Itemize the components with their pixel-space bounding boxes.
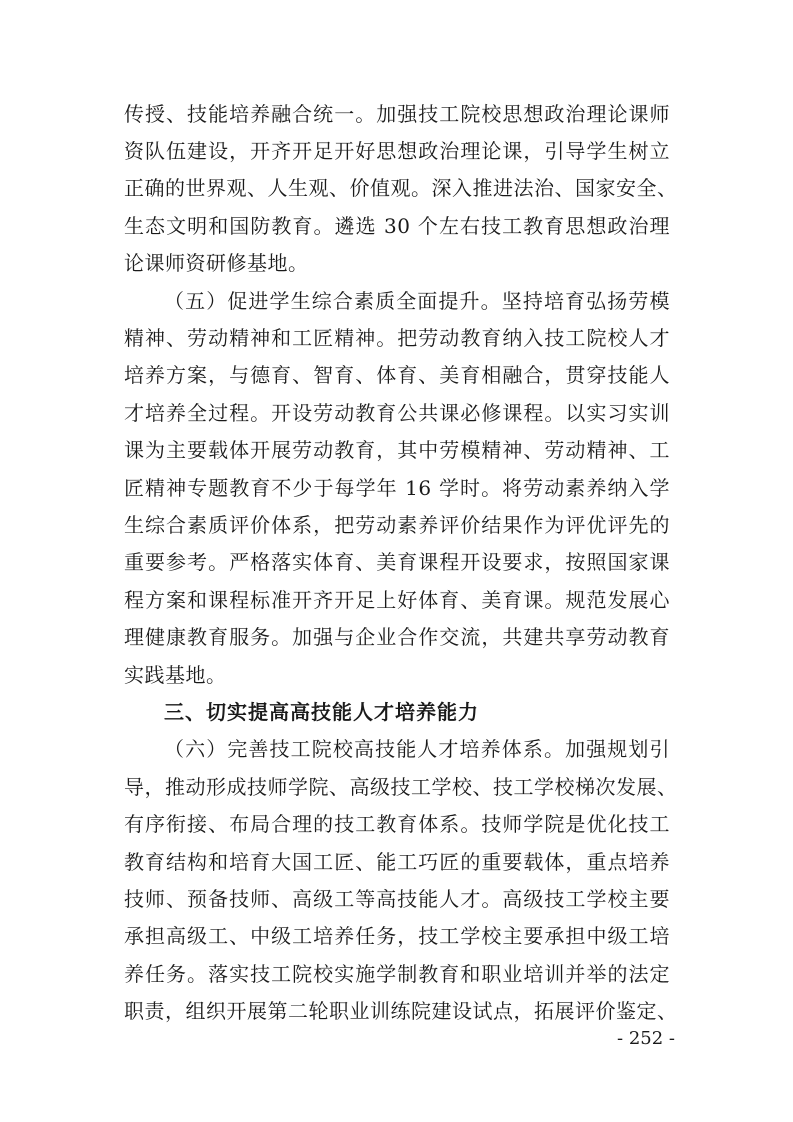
text-line: 才培养全过程。开设劳动教育公共课必修课程。以实习实训	[124, 401, 670, 425]
text-line: 资队伍建设，开齐开足开好思想政治理论课，引导学生树立	[124, 139, 670, 163]
text-line: 生综合素质评价体系，把劳动素养评价结果作为评优评先的	[124, 513, 670, 537]
text-line: 教育结构和培育大国工匠、能工巧匠的重要载体，重点培养	[124, 850, 670, 874]
text-line: 养任务。落实技工院校实施学制教育和职业培训并举的法定	[124, 962, 670, 986]
text-line: 生态文明和国防教育。遴选 30 个左右技工教育思想政治理	[124, 214, 670, 238]
text-line: 培养方案，与德育、智育、体育、美育相融合，贯穿技能人	[124, 363, 670, 387]
text-line: 传授、技能培养融合统一。加强技工院校思想政治理论课师	[124, 102, 670, 126]
text-line: 职责，组织开展第二轮职业训练院建设试点，拓展评价鉴定、	[124, 999, 678, 1023]
text-line: 技师、预备技师、高级工等高技能人才。高级技工学校主要	[124, 887, 670, 911]
text-line: 匠精神专题教育不少于每学年 16 学时。将劳动素养纳入学	[124, 476, 670, 500]
text-line: 课为主要载体开展劳动教育，其中劳模精神、劳动精神、工	[124, 438, 670, 462]
text-line: 理健康教育服务。加强与企业合作交流，共建共享劳动教育	[124, 625, 670, 649]
text-line: 精神、劳动精神和工匠精神。把劳动教育纳入技工院校人才	[124, 326, 670, 350]
paragraph-six-start: （六）完善技工院校高技能人才培养体系。加强规划引	[164, 737, 670, 761]
text-line: 程方案和课程标准开齐开足上好体育、美育课。规范发展心	[124, 588, 670, 612]
section-heading: 三、切实提高高技能人才培养能力	[164, 700, 479, 724]
text-line: 实践基地。	[124, 663, 227, 687]
text-line: 正确的世界观、人生观、价值观。深入推进法治、国家安全、	[124, 176, 678, 200]
text-line: 有序衔接、布局合理的技工教育体系。技师学院是优化技工	[124, 812, 670, 836]
paragraph-five-start: （五）促进学生综合素质全面提升。坚持培育弘扬劳模	[164, 289, 670, 313]
text-line: 论课师资研修基地。	[124, 251, 309, 275]
text-line: 承担高级工、中级工培养任务，技工学校主要承担中级工培	[124, 924, 670, 948]
text-line: 重要参考。严格落实体育、美育课程开设要求，按照国家课	[124, 550, 670, 574]
text-line: 导，推动形成技师学院、高级技工学校、技工学校梯次发展、	[124, 775, 678, 799]
page-number: - 252 -	[617, 1028, 675, 1049]
